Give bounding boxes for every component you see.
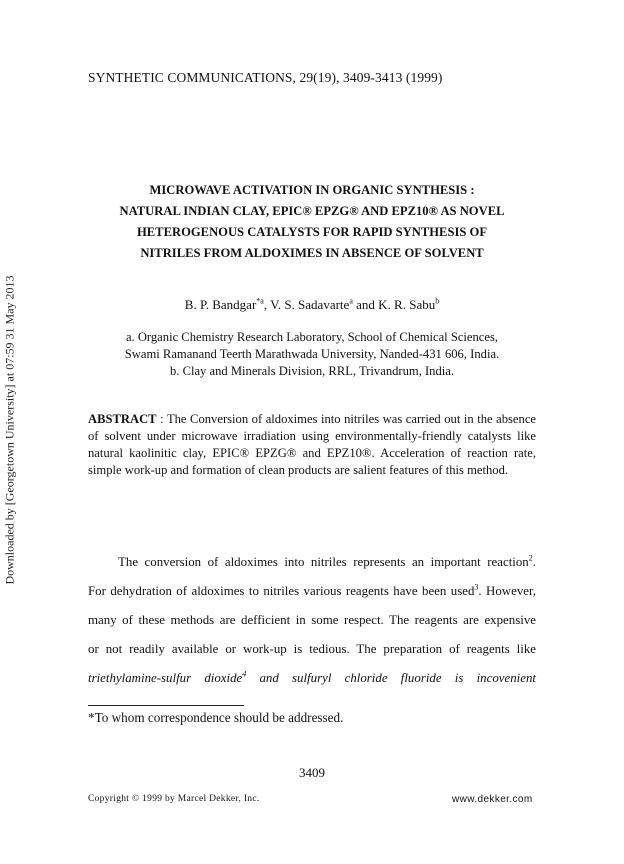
body-text-segment: triethylamine-sulfur dioxide <box>88 671 243 685</box>
body-text-segment: and sulfuryl chloride fluoride is incovenient <box>246 671 536 685</box>
author-list <box>0 297 624 313</box>
publisher-website: www.dekker.com <box>452 794 533 805</box>
author-separator: and <box>352 297 379 312</box>
journal-citation-header: SYNTHETIC COMMUNICATIONS, 29(19), 3409-3413 (1999) <box>88 70 443 85</box>
article-title <box>70 180 554 264</box>
body-line <box>88 548 536 577</box>
body-paragraph <box>88 548 536 693</box>
body-text-segment: . <box>532 555 536 569</box>
download-watermark-text: Downloaded by [Georgetown University] at 07:59 31 May 2013 <box>2 275 17 585</box>
title-line: NATURAL INDIAN CLAY, EPIC® EPZG® AND EPZ10® AS NOVEL <box>119 204 505 218</box>
citation-mark: 4 <box>242 669 247 679</box>
abstract-label: ABSTRACT <box>88 412 157 426</box>
body-text-segment: . However, <box>478 584 536 598</box>
title-line: MICROWAVE ACTIVATION IN ORGANIC SYNTHESIS : <box>149 183 475 197</box>
footnote: *To whom correspondence should be addressed. <box>88 710 344 725</box>
body-text-segment: The conversion of aldoximes into nitriles represents an important reaction <box>118 555 529 569</box>
author-mark: *a <box>256 296 264 306</box>
affiliation-line: b. Clay and Minerals Division, RRL, Trivandrum, India. <box>169 364 455 378</box>
body-line: many of these methods are defficient in some respect. The reagents are expensive <box>88 613 536 627</box>
author-name: V. S. Sadavarte <box>270 297 350 312</box>
author-mark: b <box>435 296 440 306</box>
author-separator: , <box>263 297 271 312</box>
title-line: NITRILES FROM ALDOXIMES IN ABSENCE OF SOLVENT <box>140 246 484 260</box>
abstract <box>88 411 536 479</box>
affiliation-line: Swami Ramanand Teerth Marathwada University, Nanded-431 606, India. <box>124 347 500 361</box>
body-line <box>88 577 536 606</box>
author-mark: a <box>349 296 353 306</box>
body-text-segment: For dehydration of aldoximes to nitriles various reagents have been used <box>88 584 475 598</box>
abstract-text: : The Conversion of aldoximes into nitriles was carried out in the absence of solvent under microwave irradiation using environmentally-friendly catalysts like natural kaolinitic clay, EPIC® EPZG® and EPZ10®. Acceleration of reaction rate, simple work-up and formation of clean products are salient features of this method. <box>88 412 536 477</box>
body-line <box>88 664 536 693</box>
citation-mark: 3 <box>474 582 479 592</box>
footnote-divider <box>88 705 244 706</box>
copyright-notice: Copyright © 1999 by Marcel Dekker, Inc. <box>88 794 260 804</box>
affiliation-line: a. Organic Chemistry Research Laboratory, School of Chemical Sciences, <box>125 330 499 344</box>
body-line: or not readily available or work-up is tedious. The preparation of reagents like <box>88 642 536 656</box>
citation-mark: 2 <box>528 553 533 563</box>
affiliations <box>70 329 554 380</box>
author-name: K. R. Sabu <box>378 297 436 312</box>
page-number: 3409 <box>299 765 325 780</box>
author-name: B. P. Bandgar <box>184 297 257 312</box>
title-line: HETEROGENOUS CATALYSTS FOR RAPID SYNTHESIS OF <box>136 225 488 239</box>
